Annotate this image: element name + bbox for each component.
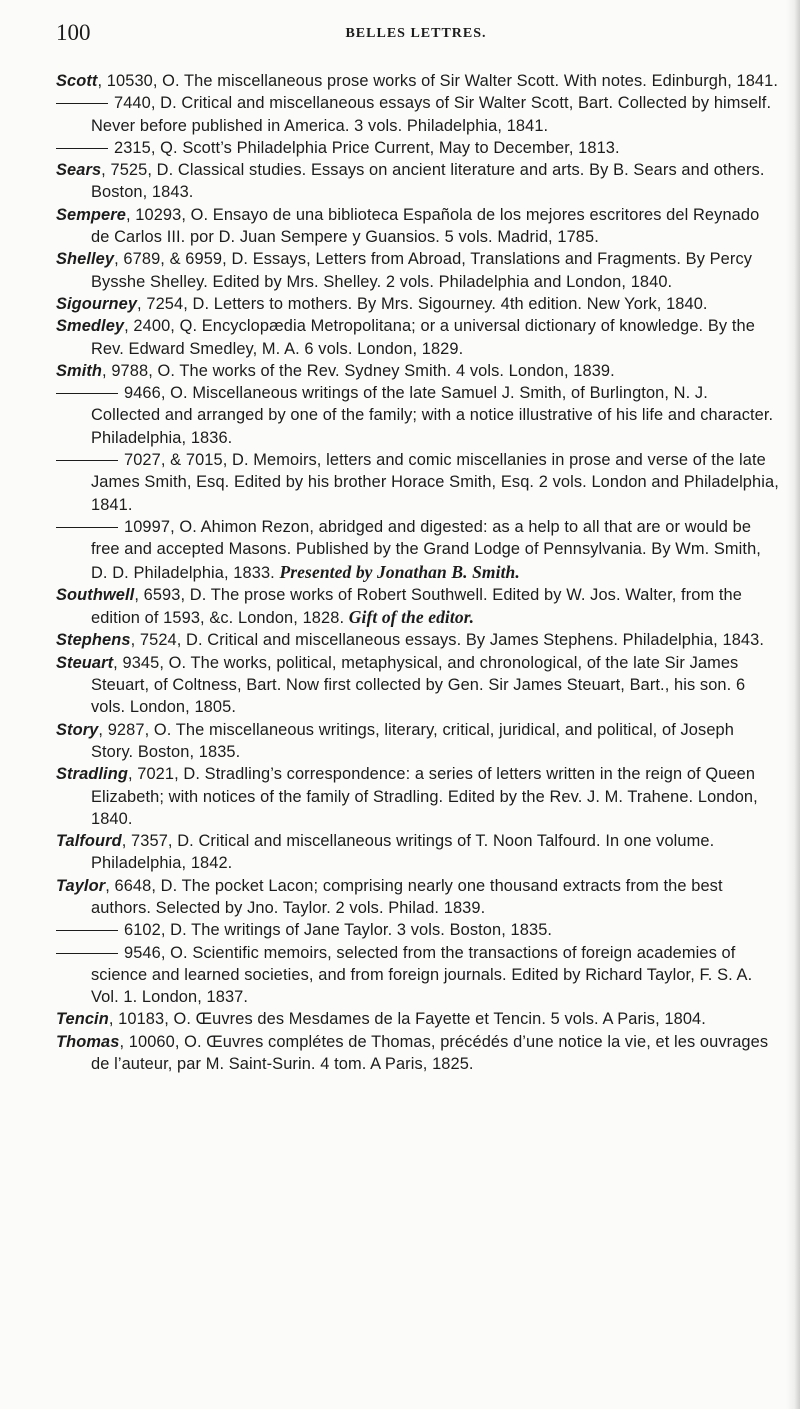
entry-shelf-mark: , 10530, O. bbox=[97, 72, 180, 90]
catalog-entry bbox=[56, 360, 780, 382]
catalog-entry bbox=[56, 763, 780, 830]
running-head: BELLES LETTRES. bbox=[345, 26, 487, 41]
catalog-entry bbox=[56, 70, 780, 92]
entry-description: Stradling’s correspondence: a series of letters written in the reign of Queen Elizabeth; with notices of the family of Stradling. Edited by the Rev. J. M. Trahene. London, 1840. bbox=[91, 765, 758, 828]
catalog-entry bbox=[56, 719, 780, 764]
entry-shelf-mark: , 7525, D. bbox=[101, 161, 174, 180]
entry-description: Critical and miscellaneous essays. By James Stephens. Philadelphia, 1843. bbox=[202, 631, 764, 650]
entry-description: The works, political, metaphysical, and chronological, of the late Sir James Steuart, of Coltness, Bart. Now first collected by Gen. Sir James Steuart, Bart., his son. 6 vols. London, 1805. bbox=[91, 653, 746, 717]
ditto-dash bbox=[56, 393, 118, 394]
entry-shelf-mark: , 6648, D. bbox=[105, 876, 178, 895]
entry-shelf-mark: 2315, Q. bbox=[114, 138, 178, 157]
entry-shelf-mark: , 7357, D. bbox=[121, 832, 194, 851]
entry-shelf-mark: , 10293, O. bbox=[125, 205, 209, 224]
entry-shelf-mark: 9546, O. bbox=[124, 943, 188, 962]
entry-description: Miscellaneous writings of the late Samuel J. Smith, of Burlington, N. J. Collected and arranged by one of the family; with a notice illustrative of his life and character. Philadelphia, 1836. bbox=[91, 384, 774, 447]
entry-description: Critical and miscellaneous essays of Sir Walter Scott, Bart. Collected by himself. Never before published in America. 3 vols. Philadelphia, 1841. bbox=[91, 94, 772, 135]
entry-shelf-mark: , 10060, O. bbox=[119, 1032, 202, 1051]
catalog-entry bbox=[56, 315, 780, 360]
catalog-entries bbox=[56, 70, 780, 1075]
entry-author: Taylor bbox=[56, 876, 106, 895]
ditto-dash bbox=[56, 527, 118, 528]
entry-author: Sempere bbox=[56, 205, 126, 224]
entry-provenance-note: Presented by Jonathan B. Smith. bbox=[279, 561, 520, 582]
entry-author: Steuart bbox=[56, 653, 114, 672]
entry-description: The writings of Jane Taylor. 3 vols. Boston, 1835. bbox=[186, 921, 553, 940]
entry-author: Sears bbox=[56, 161, 102, 180]
entry-shelf-mark: , 9345, O. bbox=[113, 653, 187, 672]
ditto-dash bbox=[56, 148, 108, 149]
entry-description: The pocket Lacon; comprising nearly one thousand extracts from the best authors. Selected by Jno. Taylor. 2 vols. Philad. 1839. bbox=[91, 876, 723, 917]
ditto-dash bbox=[56, 930, 118, 931]
catalog-entry bbox=[56, 293, 780, 315]
entry-author: Sigourney bbox=[56, 294, 138, 313]
entry-author: Scott bbox=[56, 72, 98, 90]
entry-shelf-mark: , 9287, O. bbox=[98, 720, 172, 739]
entry-description: The miscellaneous prose works of Sir Walter Scott. With notes. Edinburgh, 1841. bbox=[179, 72, 779, 90]
catalog-entry bbox=[56, 1031, 780, 1076]
entry-shelf-mark: 7027, & 7015, D. bbox=[124, 451, 249, 470]
entry-shelf-mark: , 6789, & 6959, D. bbox=[114, 250, 249, 269]
entry-description: Scientific memoirs, selected from the transactions of foreign academies of science and learned societies, and from foreign journals. Edited by Richard Taylor, F. S. A. Vol. 1. London, 1837. bbox=[91, 943, 753, 1007]
entry-author: Story bbox=[56, 720, 99, 739]
catalog-entry bbox=[56, 516, 780, 584]
catalog-entry bbox=[56, 830, 780, 875]
entry-description: Ensayo de una biblioteca Española de los mejores escritores del Reynado de Carlos III. por D. Juan Sempere y Guansios. 5 vols. Madrid, 1785. bbox=[91, 205, 760, 247]
catalog-entry bbox=[56, 449, 780, 516]
catalog-entry bbox=[56, 92, 780, 137]
entry-shelf-mark: , 7254, D. bbox=[137, 294, 210, 313]
entry-description: The miscellaneous writings, literary, critical, juridical, and political, of Joseph Story. Boston, 1835. bbox=[91, 720, 734, 761]
entry-description: The works of the Rev. Sydney Smith. 4 vols. London, 1839. bbox=[175, 361, 615, 380]
ditto-dash bbox=[56, 953, 118, 954]
entry-author: Talfourd bbox=[56, 832, 122, 851]
entry-description: Ahimon Rezon, abridged and digested: as a help to all that are or would be free and accepted Masons. Published by the Grand Lodge of Pennsylvania. By Wm. Smith, D. D. Philadelphia, 1833. bbox=[91, 517, 761, 582]
ditto-dash bbox=[56, 460, 118, 461]
page-edge-shadow bbox=[786, 0, 800, 1409]
entry-shelf-mark: , 6593, D. bbox=[134, 585, 207, 604]
entry-author: Stradling bbox=[56, 765, 128, 784]
entry-shelf-mark: 10997, O. bbox=[124, 517, 197, 536]
entry-description: Critical and miscellaneous writings of T. Noon Talfourd. In one volume. Philadelphia, 1842. bbox=[91, 832, 715, 873]
page-header bbox=[56, 20, 776, 50]
catalog-entry bbox=[56, 248, 780, 293]
page-number: 100 bbox=[56, 20, 91, 45]
entry-provenance-note: Gift of the editor. bbox=[348, 607, 475, 628]
entry-shelf-mark: , 7524, D. bbox=[130, 631, 203, 650]
entry-author: Tencin bbox=[56, 1010, 109, 1029]
entry-description: Classical studies. Essays on ancient literature and arts. By B. Sears and others. Boston, 1843. bbox=[91, 161, 765, 202]
catalog-entry bbox=[56, 652, 780, 719]
entry-description: The prose works of Robert Southwell. Edited by W. Jos. Walter, from the edition of 1593, &c. London, 1828. bbox=[91, 585, 742, 628]
catalog-entry bbox=[56, 159, 780, 204]
catalog-entry bbox=[56, 137, 780, 159]
entry-shelf-mark: 7440, D. bbox=[114, 94, 177, 113]
entry-author: Thomas bbox=[56, 1032, 120, 1051]
entry-author: Stephens bbox=[56, 631, 131, 650]
entry-description: Essays, Letters from Abroad, Translations and Fragments. By Percy Bysshe Shelley. Edited by Mrs. Shelley. 2 vols. Philadelphia and London, 1840. bbox=[91, 250, 753, 291]
catalog-entry bbox=[56, 204, 780, 249]
catalog-entry bbox=[56, 942, 780, 1009]
entry-author: Shelley bbox=[56, 250, 115, 269]
entry-author: Smedley bbox=[56, 317, 125, 336]
catalog-entry bbox=[56, 629, 780, 651]
entry-description: Encyclopædia Metropolitana; or a universal dictionary of knowledge. By the Rev. Edward Smedley, M. A. 6 vols. London, 1829. bbox=[91, 317, 755, 358]
entry-description: Scott’s Philadelphia Price Current, May to December, 1813. bbox=[177, 138, 620, 157]
entry-shelf-mark: 9466, O. bbox=[124, 384, 188, 403]
entry-shelf-mark: , 7021, D. bbox=[127, 765, 201, 784]
entry-description: Œuvres des Mesdames de la Fayette et Tencin. 5 vols. A Paris, 1804. bbox=[191, 1010, 706, 1029]
catalog-entry bbox=[56, 1008, 780, 1030]
ditto-dash bbox=[56, 103, 108, 104]
catalog-entry bbox=[56, 584, 780, 630]
entry-description: Œuvres complétes de Thomas, précédés d’une notice la vie, et les ouvrages de l’auteur, par M. Saint-Surin. 4 tom. A Paris, 1825. bbox=[91, 1032, 769, 1074]
entry-description: Memoirs, letters and comic miscellanies in prose and verse of the late James Smith, Esq. Edited by his brother Horace Smith, Esq. 2 vols. London and Philadelphia, 1841. bbox=[91, 451, 779, 514]
entry-description: Letters to mothers. By Mrs. Sigourney. 4th edition. New York, 1840. bbox=[209, 294, 708, 313]
catalog-entry bbox=[56, 919, 780, 941]
entry-author: Southwell bbox=[56, 585, 135, 604]
catalog-entry bbox=[56, 875, 780, 920]
entry-shelf-mark: , 2400, Q. bbox=[124, 317, 198, 336]
catalog-entry bbox=[56, 382, 780, 449]
entry-shelf-mark: , 10183, O. bbox=[108, 1010, 192, 1029]
entry-shelf-mark: , 9788, O. bbox=[102, 361, 176, 380]
entry-shelf-mark: 6102, D. bbox=[124, 921, 187, 940]
entry-author: Smith bbox=[56, 361, 103, 380]
